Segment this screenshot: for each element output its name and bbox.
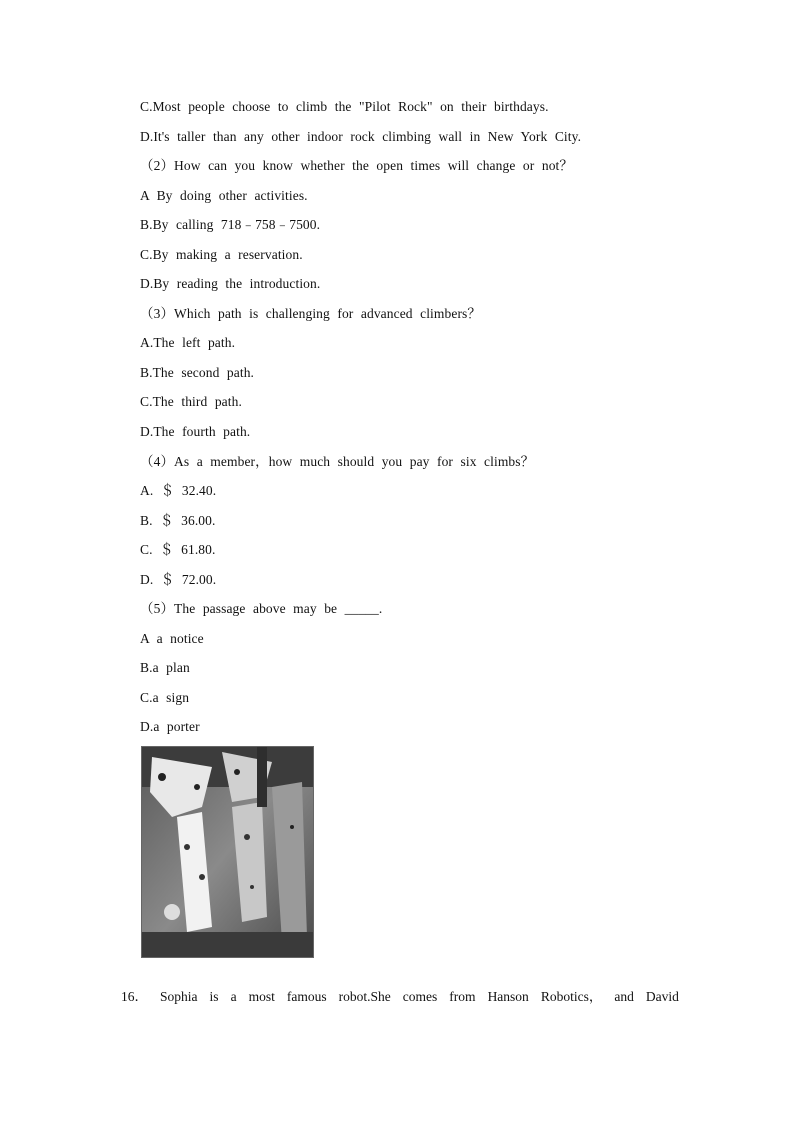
word: is: [209, 989, 219, 1004]
question-3: （3）Which path is challenging for advanced climbers？: [140, 306, 482, 321]
word: Sophia: [160, 989, 198, 1004]
option-3d: D.The fourth path.: [140, 424, 251, 439]
word: a: [230, 989, 237, 1004]
word: Robotics，: [540, 989, 603, 1004]
option-2a: A By doing other activities.: [140, 188, 308, 203]
option-3b: B.The second path.: [140, 365, 255, 380]
word: from: [449, 989, 476, 1004]
question-5: （5）The passage above may be _____.: [140, 601, 383, 616]
option-5c: C.a sign: [140, 690, 190, 705]
word: most: [248, 989, 275, 1004]
option-5d: D.a porter: [140, 719, 200, 734]
question-16-start: [121, 988, 679, 1006]
option-4b: B. ＄ 36.00.: [140, 513, 216, 528]
option-1d: D.It's taller than any other indoor rock climbing wall in New York City.: [140, 129, 582, 144]
option-4a: A. ＄ 32.40.: [140, 483, 217, 498]
option-5b: B.a plan: [140, 660, 190, 675]
question-4: （4）As a member，how much should you pay for six climbs？: [140, 454, 535, 469]
option-3c: C.The third path.: [140, 394, 242, 409]
word: 16．: [121, 989, 148, 1004]
option-5a: A a notice: [140, 631, 204, 646]
word: and: [614, 989, 634, 1004]
option-1c: C.Most people choose to climb the "Pilot Rock" on their birthdays.: [140, 99, 549, 114]
word: Hanson: [487, 989, 529, 1004]
word: robot.She: [338, 989, 391, 1004]
word: David: [645, 989, 679, 1004]
word: famous: [286, 989, 327, 1004]
option-3a: A.The left path.: [140, 335, 236, 350]
question-2: （2）How can you know whether the open times will change or not？: [140, 158, 573, 173]
option-2d: D.By reading the introduction.: [140, 276, 321, 291]
option-4c: C. ＄ 61.80.: [140, 542, 216, 557]
option-2b: B.By calling 718﹣758﹣7500.: [140, 217, 321, 232]
word: comes: [402, 989, 438, 1004]
option-2c: C.By making a reservation.: [140, 247, 303, 262]
option-4d: D. ＄ 72.00.: [140, 572, 217, 587]
robot-photo: [141, 746, 314, 958]
